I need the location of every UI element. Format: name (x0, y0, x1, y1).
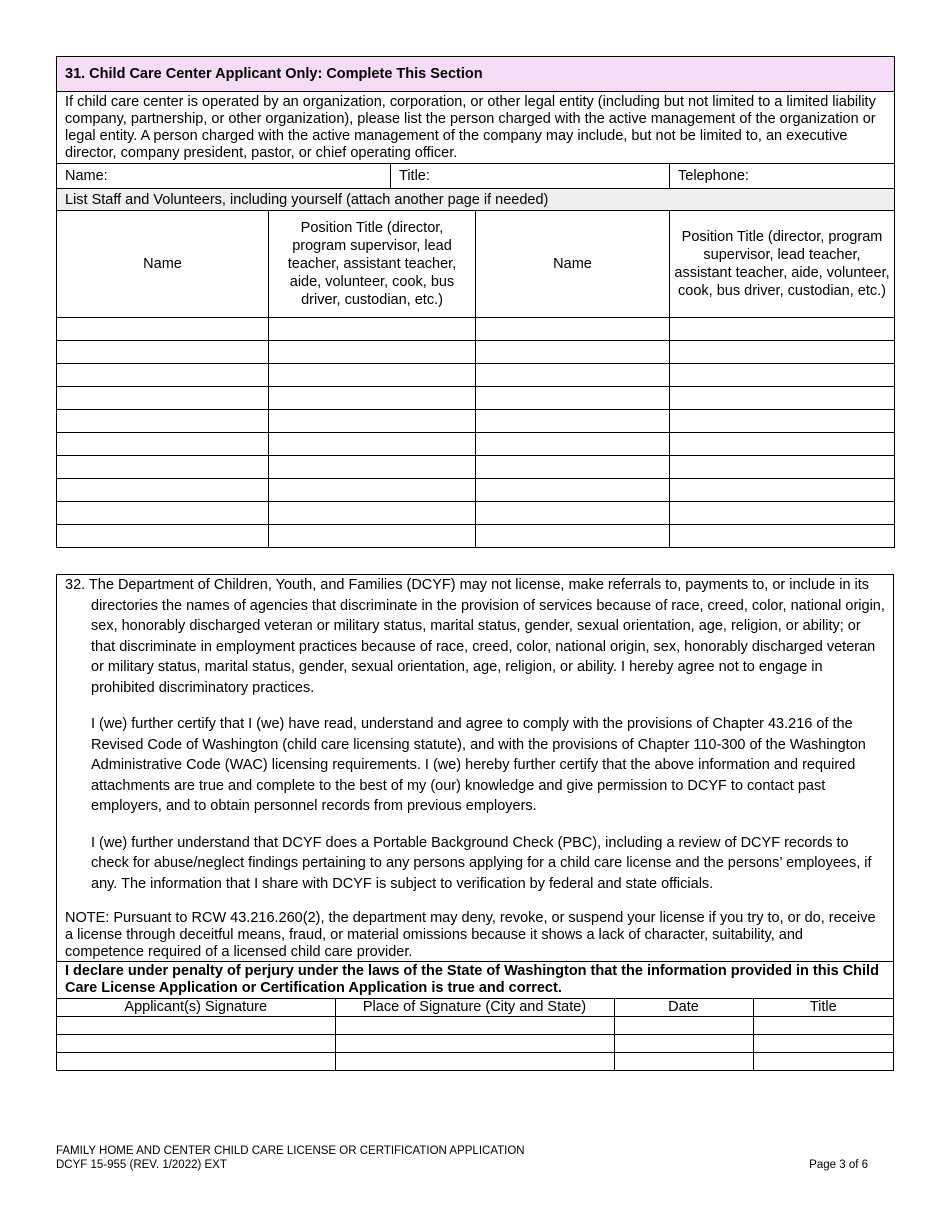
staff-position-cell[interactable] (269, 433, 476, 456)
section-31-intro: If child care center is operated by an organization, corporation, or other legal entity (including but not limited to a limited liability company, partnership, or other organization), please list the person charged with the active management of the organization or legal entity. A person charged with the active management of the company may include, but not be limited to, an executive director, company president, pastor, or chief operating officer. (57, 92, 895, 164)
staff-name-cell[interactable] (57, 525, 269, 548)
place-cell[interactable] (335, 1035, 614, 1053)
form-title: FAMILY HOME AND CENTER CHILD CARE LICENSE OR CERTIFICATION APPLICATION (56, 1145, 525, 1157)
staff-name-cell[interactable] (57, 387, 269, 410)
staff-row (57, 318, 895, 341)
date-cell[interactable] (614, 1035, 753, 1053)
perjury-declaration: I declare under penalty of perjury under the laws of the State of Washington that the information provided in this Child Care License Application or Certification Application is true and correct. (57, 961, 893, 998)
staff-name-cell[interactable] (57, 433, 269, 456)
section-32 (56, 574, 894, 1071)
staff-name-cell[interactable] (57, 341, 269, 364)
manager-name-field[interactable] (57, 164, 391, 189)
staff-position-header-2: Position Title (director, program supervisor, lead teacher, assistant teacher, aide, volunteer, cook, bus driver, custodian, etc.) (670, 211, 895, 318)
staff-name-cell[interactable] (57, 318, 269, 341)
staff-position-cell[interactable] (269, 525, 476, 548)
certification-paragraph: I (we) further certify that I (we) have read, understand and agree to comply with the provisions of Chapter 43.216 of the Revised Code of Washington (child care licensing statute), and with the provisions of Chapter 110-300 of the Washington Administrative Code (WAC) licensing requirements. I (we) hereby further certify that the above information and required attachments are true and complete to the best of my (our) knowledge and give permission to DCYF to contact past employers, and to obtain personnel records from previous employers. (91, 716, 866, 814)
signature-header: Applicant(s) Signature (57, 999, 335, 1017)
section-31-heading: 31. Child Care Center Applicant Only: Complete This Section (57, 57, 895, 92)
title-cell[interactable] (753, 1053, 893, 1071)
staff-name-cell[interactable] (476, 456, 670, 479)
staff-list-label: List Staff and Volunteers, including yourself (attach another page if needed) (57, 189, 895, 211)
staff-name-header-1: Name (57, 211, 269, 318)
staff-position-cell[interactable] (269, 387, 476, 410)
staff-position-cell[interactable] (269, 479, 476, 502)
staff-position-cell[interactable] (670, 433, 895, 456)
nondiscrimination-paragraph: 32. The Department of Children, Youth, and Families (DCYF) may not license, make referrals to, payments to, or include in its directories the names of agencies that discriminate in the provision of services because of race, creed, color, national origin, sex, honorably discharged veteran or military status, marital status, gender, sexual orientation, age, religion, or ability; or that discriminate in employment practices because of race, creed, color, national origin, sex, honorably discharged veteran or military status, marital status, gender, sexual orientation, age, religion, or ability. I hereby agree not to engage in prohibited discriminatory practices. (65, 577, 885, 696)
staff-position-cell[interactable] (269, 410, 476, 433)
date-cell[interactable] (614, 1017, 753, 1035)
staff-position-cell[interactable] (269, 318, 476, 341)
manager-telephone-label: Telephone: (678, 168, 749, 184)
staff-name-cell[interactable] (476, 341, 670, 364)
staff-position-cell[interactable] (670, 479, 895, 502)
page-number: Page 3 of 6 (809, 1159, 868, 1171)
date-header: Date (614, 999, 753, 1017)
staff-position-cell[interactable] (269, 364, 476, 387)
staff-row (57, 456, 895, 479)
manager-title-field[interactable] (391, 164, 670, 189)
staff-position-cell[interactable] (670, 525, 895, 548)
signature-cell[interactable] (57, 1053, 335, 1071)
place-cell[interactable] (335, 1017, 614, 1035)
manager-title-label: Title: (399, 168, 430, 184)
staff-row (57, 479, 895, 502)
staff-name-cell[interactable] (57, 364, 269, 387)
signature-row (57, 1035, 893, 1053)
staff-row (57, 433, 895, 456)
title-header: Title (753, 999, 893, 1017)
title-cell[interactable] (753, 1035, 893, 1053)
staff-row (57, 525, 895, 548)
signature-row (57, 1017, 893, 1035)
place-header: Place of Signature (City and State) (335, 999, 614, 1017)
staff-name-cell[interactable] (57, 479, 269, 502)
staff-name-cell[interactable] (476, 318, 670, 341)
place-cell[interactable] (335, 1053, 614, 1071)
staff-position-header-1: Position Title (director, program supervisor, lead teacher, assistant teacher, aide, volunteer, cook, bus driver, custodian, etc.) (269, 211, 476, 318)
background-check-paragraph: I (we) further understand that DCYF does a Portable Background Check (PBC), including a review of DCYF records to check for abuse/neglect findings pertaining to any persons applying for a child care license and the persons’ employees, if any. The information that I share with DCYF is subject to verification by federal and state officials. (91, 834, 872, 892)
staff-position-cell[interactable] (670, 387, 895, 410)
staff-name-header-2: Name (476, 211, 670, 318)
staff-name-cell[interactable] (476, 433, 670, 456)
staff-row (57, 364, 895, 387)
staff-name-cell[interactable] (57, 502, 269, 525)
staff-name-cell[interactable] (476, 525, 670, 548)
staff-row (57, 341, 895, 364)
staff-name-cell[interactable] (476, 479, 670, 502)
title-cell[interactable] (753, 1017, 893, 1035)
signature-row (57, 1053, 893, 1071)
staff-position-cell[interactable] (269, 341, 476, 364)
staff-row (57, 502, 895, 525)
section-31 (56, 56, 894, 548)
manager-telephone-field[interactable] (670, 164, 895, 189)
staff-name-cell[interactable] (57, 410, 269, 433)
staff-row (57, 387, 895, 410)
staff-position-cell[interactable] (670, 410, 895, 433)
manager-name-label: Name: (65, 168, 108, 184)
signature-cell[interactable] (57, 1035, 335, 1053)
staff-name-cell[interactable] (57, 456, 269, 479)
staff-name-cell[interactable] (476, 387, 670, 410)
signature-table (57, 998, 893, 1070)
staff-name-cell[interactable] (476, 364, 670, 387)
staff-name-cell[interactable] (476, 410, 670, 433)
staff-name-cell[interactable] (476, 502, 670, 525)
page-footer (56, 1144, 868, 1172)
staff-position-cell[interactable] (269, 456, 476, 479)
staff-position-cell[interactable] (269, 502, 476, 525)
staff-position-cell[interactable] (670, 364, 895, 387)
form-number: DCYF 15-955 (REV. 1/2022) EXT (56, 1159, 227, 1171)
date-cell[interactable] (614, 1053, 753, 1071)
note-paragraph: NOTE: Pursuant to RCW 43.216.260(2), the department may deny, revoke, or suspend your license if you try to, or do, receive a license through deceitful means, fraud, or material omissions because it shows a lack of character, suitability, and competence required of a licensed child care provider. (65, 910, 876, 960)
signature-cell[interactable] (57, 1017, 335, 1035)
staff-position-cell[interactable] (670, 341, 895, 364)
staff-position-cell[interactable] (670, 318, 895, 341)
staff-row (57, 410, 895, 433)
staff-position-cell[interactable] (670, 456, 895, 479)
staff-position-cell[interactable] (670, 502, 895, 525)
